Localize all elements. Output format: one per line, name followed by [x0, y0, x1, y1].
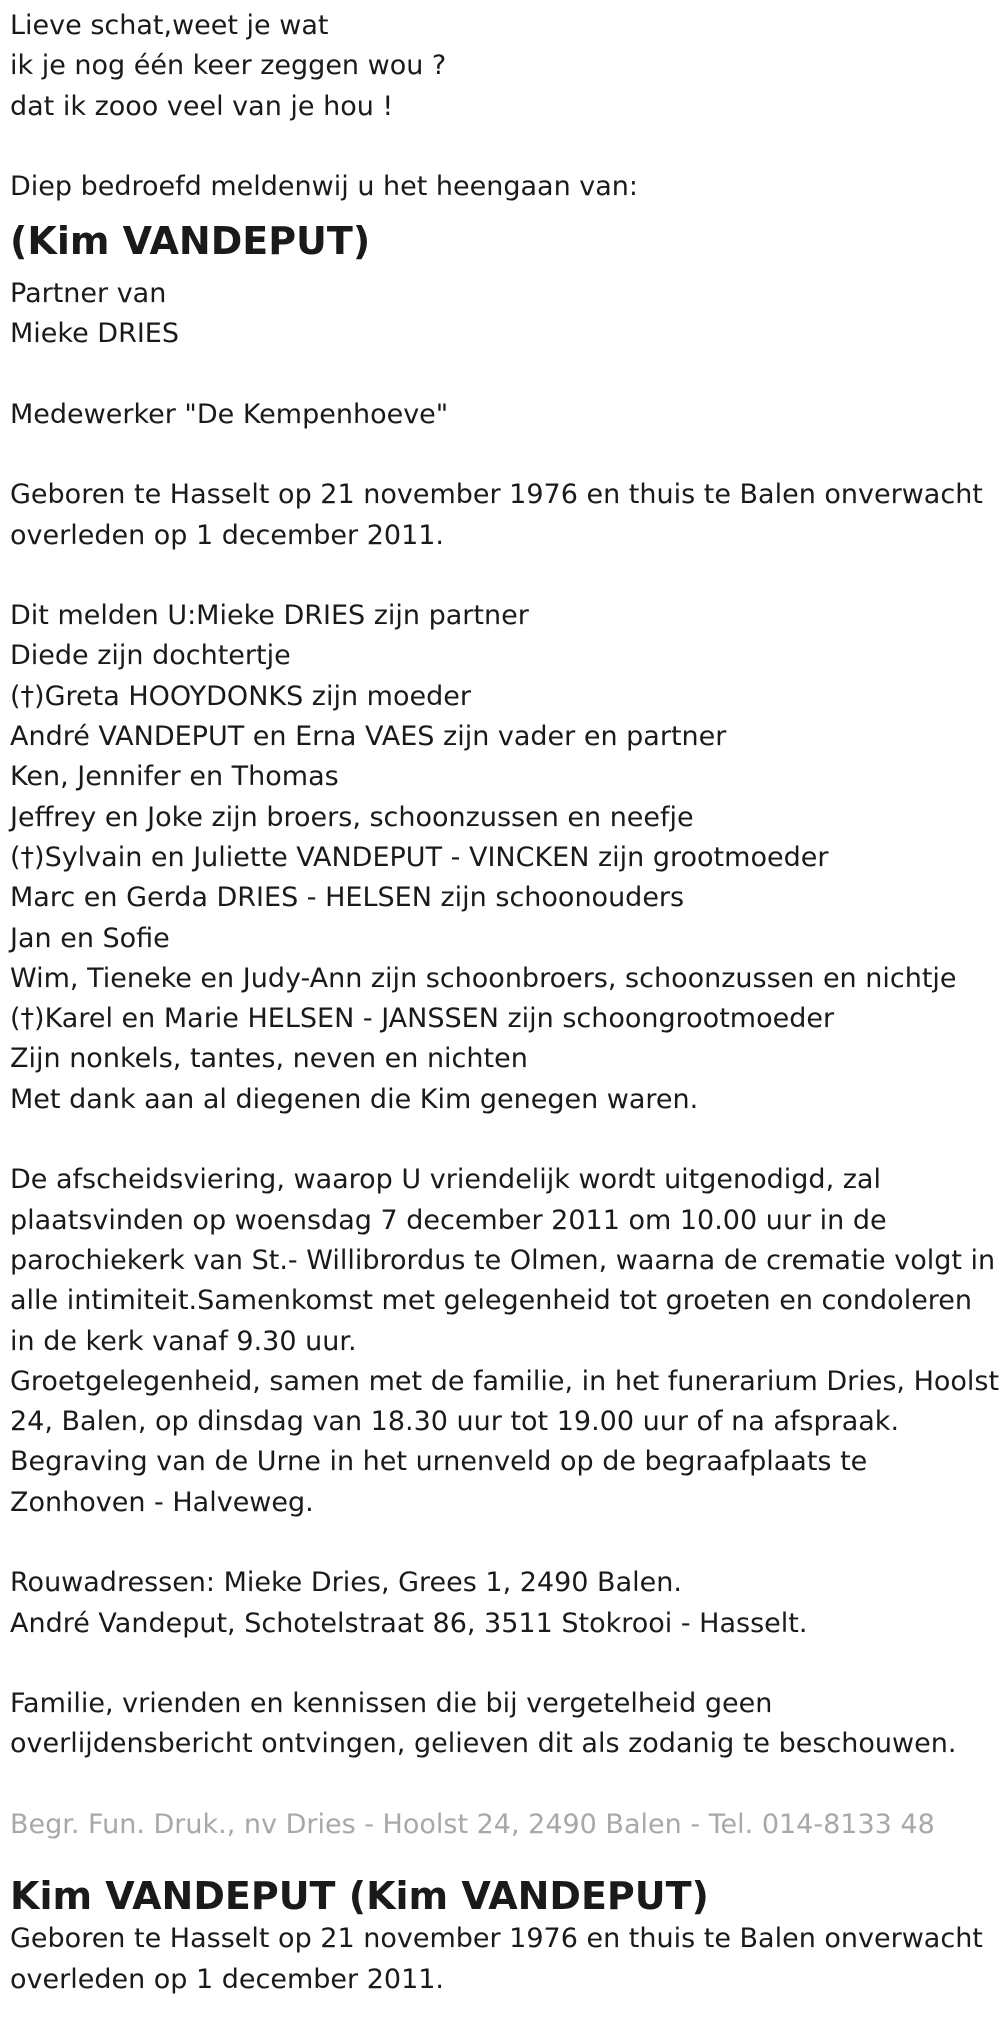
announcement-intro: Diep bedroefd meldenwij u het heengaan van:	[10, 171, 639, 203]
address-block	[10, 1563, 995, 1644]
partner-block	[10, 274, 995, 355]
ceremony-block	[10, 1160, 1000, 1523]
spacer	[10, 1765, 995, 1805]
ceremony-line: 24, Balen, op dinsdag van 18.30 uur tot 19.00 uur of na afspraak.	[10, 1406, 900, 1438]
spacer	[10, 1120, 995, 1160]
family-line: Zijn nonkels, tantes, neven en nichten	[10, 1043, 528, 1075]
ceremony-line: De afscheidsviering, waarop U vriendelijk wordt uitgenodigd, zal	[10, 1164, 881, 1196]
ceremony-line: Zonhoven - Halveweg.	[10, 1486, 314, 1518]
printer-credit: Begr. Fun. Druk., nv Dries - Hoolst 24, 2490 Balen - Tel. 014-8133 48	[10, 1809, 935, 1841]
partner-line: Mieke DRIES	[10, 318, 179, 350]
footer-title: Kim VANDEPUT (Kim VANDEPUT)	[10, 1874, 709, 1919]
family-line: (†)Sylvain en Juliette VANDEPUT - VINCKEN zijn grootmoeder	[10, 841, 829, 873]
family-line: (†)Greta HOOYDONKS zijn moeder	[10, 680, 471, 712]
poem-line: dat ik zooo veel van je hou !	[10, 90, 394, 122]
spacer	[10, 435, 995, 475]
notice-line: Familie, vrienden en kennissen die bij vergetelheid geen	[10, 1688, 773, 1720]
poem-line: ik je nog één keer zeggen wou ?	[10, 50, 447, 82]
family-line: Jeffrey en Joke zijn broers, schoonzussen en neefje	[10, 801, 694, 833]
family-list	[10, 596, 995, 1120]
birth-death-line: Geboren te Hasselt op 21 november 1976 en thuis te Balen onverwacht	[10, 479, 983, 511]
ceremony-line: parochiekerk van St.- Willibrordus te Olmen, waarna de crematie volgt in	[10, 1244, 996, 1276]
family-line: Diede zijn dochtertje	[10, 640, 291, 672]
spacer	[10, 127, 995, 167]
obituary-document	[10, 6, 1000, 2000]
partner-line: Partner van	[10, 277, 167, 309]
ceremony-line: in de kerk vanaf 9.30 uur.	[10, 1325, 357, 1357]
spacer	[10, 1644, 995, 1684]
footer-line: Geboren te Hasselt op 21 november 1976 en thuis te Balen onverwacht	[10, 1923, 983, 1955]
family-line: (†)Karel en Marie HELSEN - JANSSEN zijn schoongrootmoeder	[10, 1003, 835, 1035]
employer-line: Medewerker "De Kempenhoeve"	[10, 398, 449, 430]
birth-death-line: overleden op 1 december 2011.	[10, 519, 445, 551]
notice-block	[10, 1684, 995, 1765]
poem-line: Lieve schat,weet je wat	[10, 10, 329, 41]
family-line: Met dank aan al diegenen die Kim genegen waren.	[10, 1083, 699, 1115]
deceased-name-heading: (Kim VANDEPUT)	[10, 219, 371, 264]
family-line: Marc en Gerda DRIES - HELSEN zijn schoonouders	[10, 882, 685, 914]
family-line: Dit melden U:Mieke DRIES zijn partner	[10, 600, 529, 632]
family-line: André VANDEPUT en Erna VAES zijn vader en partner	[10, 721, 727, 753]
family-line: Ken, Jennifer en Thomas	[10, 761, 339, 793]
address-line: André Vandeput, Schotelstraat 86, 3511 Stokrooi - Hasselt.	[10, 1607, 808, 1639]
ceremony-line: alle intimiteit.Samenkomst met gelegenheid tot groeten en condoleren	[10, 1285, 973, 1317]
spacer	[10, 556, 995, 596]
ceremony-line: Begraving van de Urne in het urnenveld op de begraafplaats te	[10, 1446, 868, 1478]
family-line: Wim, Tieneke en Judy-Ann zijn schoonbroers, schoonzussen en nichtje	[10, 962, 957, 994]
poem-block	[10, 6, 995, 127]
birth-death-block	[10, 475, 995, 556]
spacer	[10, 1523, 995, 1563]
notice-line: overlijdensbericht ontvingen, gelieven dit als zodanig te beschouwen.	[10, 1728, 957, 1760]
footer-line: overleden op 1 december 2011.	[10, 1963, 445, 1995]
ceremony-line: Groetgelegenheid, samen met de familie, in het funerarium Dries, Hoolst	[10, 1365, 1000, 1397]
family-line: Jan en Sofie	[10, 922, 170, 954]
spacer	[10, 354, 995, 394]
ceremony-line: plaatsvinden op woensdag 7 december 2011 om 10.00 uur in de	[10, 1204, 887, 1236]
summary-footer	[10, 1873, 995, 2000]
address-line: Rouwadressen: Mieke Dries, Grees 1, 2490 Balen.	[10, 1567, 682, 1599]
